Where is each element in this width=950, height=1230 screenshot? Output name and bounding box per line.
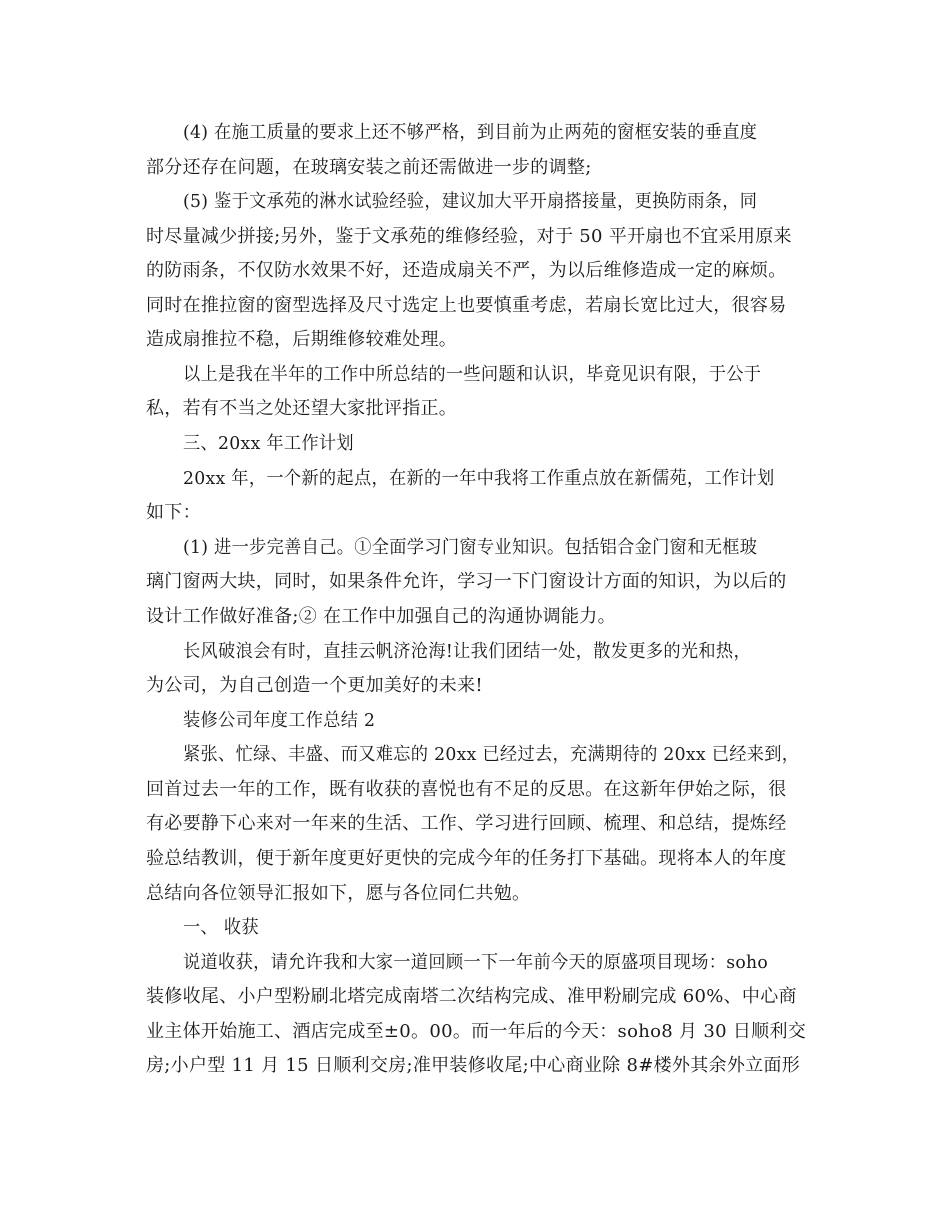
paragraph-line: 为公司，为自己创造一个更加美好的未来! [146, 675, 483, 696]
paragraph-line: 验总结教训，便于新年度更好更快的完成今年的任务打下基础。现将本人的年度 [146, 848, 787, 869]
paragraph-line: 的防雨条，不仅防水效果不好，还造成扇关不严，为以后维修造成一定的麻烦。 [146, 260, 787, 281]
paragraph-line: 部分还存在问题，在玻璃安装之前还需做进一步的调整; [146, 157, 592, 178]
paragraph-line: 20xx 年，一个新的起点，在新的一年中我将工作重点放在新儒苑，工作计划 [183, 468, 775, 489]
paragraph-line: (5) 鉴于文承苑的淋水试验经验，建议加大平开扇搭接量，更换防雨条，同 [183, 191, 758, 212]
paragraph-line: 业主体开始施工、酒店完成至±0。00。而一年后的今天：soho8 月 30 日顺利交 [146, 1021, 807, 1042]
paragraph-line: (1) 进一步完善自己。①全面学习门窗专业知识。包括铝合金门窗和无框玻 [183, 537, 758, 558]
section-heading: 三、20xx 年工作计划 [183, 433, 354, 454]
section-heading: 装修公司年度工作总结 2 [183, 710, 376, 731]
paragraph-line: 时尽量减少拼接;另外，鉴于文承苑的维修经验，对于 50 平开扇也不宜采用原来 [146, 226, 792, 247]
paragraph-line: 紧张、忙绿、丰盛、而又难忘的 20xx 已经过去，充满期待的 20xx 已经来到， [183, 744, 800, 765]
paragraph-line: 装修收尾、小户型粉刷北塔完成南塔二次结构完成、准甲粉刷完成 60%、中心商 [146, 986, 797, 1007]
paragraph-line: 如下： [146, 502, 201, 523]
paragraph-line: 私，若有不当之处还望大家批评指正。 [146, 398, 458, 419]
paragraph-line: 造成扇推拉不稳，后期维修较难处理。 [146, 329, 458, 350]
paragraph-line: 璃门窗两大块，同时，如果条件允许，学习一下门窗设计方面的知识，为以后的 [146, 571, 787, 592]
paragraph-line: 回首过去一年的工作，既有收获的喜悦也有不足的反思。在这新年伊始之际，很 [146, 779, 787, 800]
paragraph-line: (4) 在施工质量的要求上还不够严格，到目前为止两苑的窗框安装的垂直度 [183, 122, 758, 143]
paragraph-line: 房;小户型 11 月 15 日顺利交房;准甲装修收尾;中心商业除 8#楼外其余外立面形 [146, 1055, 801, 1076]
paragraph-line: 长风破浪会有时，直挂云帆济沧海!让我们团结一处，散发更多的光和热， [183, 641, 751, 662]
paragraph-line: 以上是我在半年的工作中所总结的一些问题和认识，毕竟见识有限，于公于 [183, 364, 762, 385]
paragraph-line: 设计工作做好准备;② 在工作中加强自己的沟通协调能力。 [146, 606, 616, 627]
section-heading: 一、 收获 [183, 917, 259, 938]
paragraph-line: 说道收获，请允许我和大家一道回顾一下一年前今天的原盛项目现场：soho [183, 952, 769, 973]
paragraph-line: 总结向各位领导汇报如下，愿与各位同仁共勉。 [146, 883, 531, 904]
paragraph-line: 有必要静下心来对一年来的生活、工作、学习进行回顾、梳理、和总结，提炼经 [146, 813, 787, 834]
paragraph-line: 同时在推拉窗的窗型选择及尺寸选定上也要慎重考虑，若扇长宽比过大，很容易 [146, 295, 787, 316]
